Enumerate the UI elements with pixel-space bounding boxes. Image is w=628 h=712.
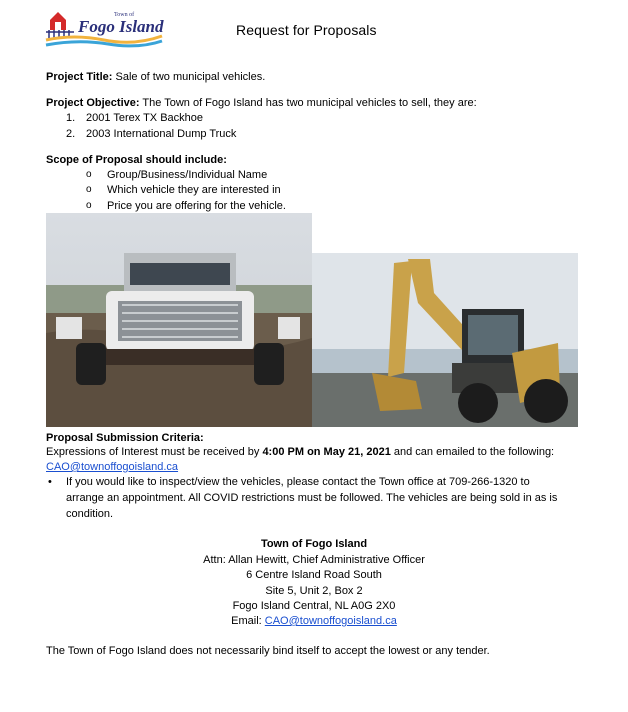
project-objective-value: The Town of Fogo Island has two municipal vehicles to sell, they are: bbox=[139, 97, 477, 109]
project-title-label: Project Title: bbox=[46, 71, 113, 83]
criteria-deadline: 4:00 PM on May 21, 2021 bbox=[262, 446, 391, 458]
scope-item-text: Price you are offering for the vehicle. bbox=[107, 200, 286, 212]
circle-bullet-icon: o bbox=[86, 169, 92, 180]
scope-heading bbox=[46, 153, 227, 167]
project-title-line bbox=[46, 70, 265, 84]
scope-item-text: Group/Business/Individual Name bbox=[107, 169, 268, 181]
contact-email-line bbox=[0, 614, 628, 629]
contact-email-label: Email: bbox=[231, 615, 265, 627]
scope-item-text: Which vehicle they are interested in bbox=[107, 184, 281, 196]
project-title-value: Sale of two municipal vehicles. bbox=[112, 71, 266, 83]
list-number: 2. bbox=[66, 128, 76, 140]
list-text: 2001 Terex TX Backhoe bbox=[86, 112, 204, 124]
contact-address-3: Fogo Island Central, NL A0G 2X0 bbox=[232, 600, 396, 612]
logo-small-text: Town of bbox=[114, 12, 135, 18]
criteria-text-c: and can emailed to the following: bbox=[390, 446, 555, 458]
contact-address-2: Site 5, Unit 2, Box 2 bbox=[265, 585, 363, 597]
project-objective-line bbox=[46, 96, 477, 110]
criteria-bullet-text-3: condition. bbox=[66, 508, 114, 520]
criteria-heading-text: Proposal Submission Criteria: bbox=[46, 432, 204, 444]
criteria-bullet-text-2: arrange an appointment. All COVID restrictions must be followed. The vehicles are being sold in as is bbox=[66, 492, 558, 504]
page-title: Request for Proposals bbox=[236, 22, 377, 38]
truck-photo bbox=[46, 213, 312, 427]
project-objective-label: Project Objective: bbox=[46, 97, 140, 109]
criteria-line1 bbox=[46, 445, 554, 459]
contact-org bbox=[0, 537, 628, 552]
bullet-icon: • bbox=[48, 476, 52, 488]
town-logo bbox=[44, 6, 166, 50]
logo-name: Fogo Island bbox=[78, 17, 164, 36]
backhoe-photo bbox=[312, 253, 578, 427]
criteria-bullet-text: If you would like to inspect/view the vehicles, please contact the Town office at 709-266-1320 to bbox=[66, 476, 530, 488]
criteria-text-a: Expressions of Interest must be received by bbox=[46, 446, 263, 458]
circle-bullet-icon: o bbox=[86, 200, 92, 211]
criteria-email-link[interactable]: CAO@townoffogoisland.ca bbox=[46, 461, 179, 473]
list-text: 2003 International Dump Truck bbox=[86, 128, 237, 140]
fogo-island-logo-icon bbox=[44, 6, 166, 50]
scope-heading-text: Scope of Proposal should include: bbox=[46, 154, 227, 166]
list-number: 1. bbox=[66, 112, 76, 124]
backhoe-image-icon bbox=[312, 253, 578, 427]
criteria-heading bbox=[46, 431, 204, 445]
contact-attn: Attn: Allan Hewitt, Chief Administrative Officer bbox=[203, 554, 425, 566]
circle-bullet-icon: o bbox=[86, 184, 92, 195]
contact-email-link[interactable]: CAO@townoffogoisland.ca bbox=[264, 615, 397, 627]
disclaimer: The Town of Fogo Island does not necessarily bind itself to accept the lowest or any tender. bbox=[46, 645, 490, 657]
contact-org-text: Town of Fogo Island bbox=[260, 538, 368, 550]
criteria-email-line bbox=[46, 460, 178, 474]
dump-truck-image-icon bbox=[46, 213, 312, 427]
contact-address-1: 6 Centre Island Road South bbox=[246, 569, 382, 581]
